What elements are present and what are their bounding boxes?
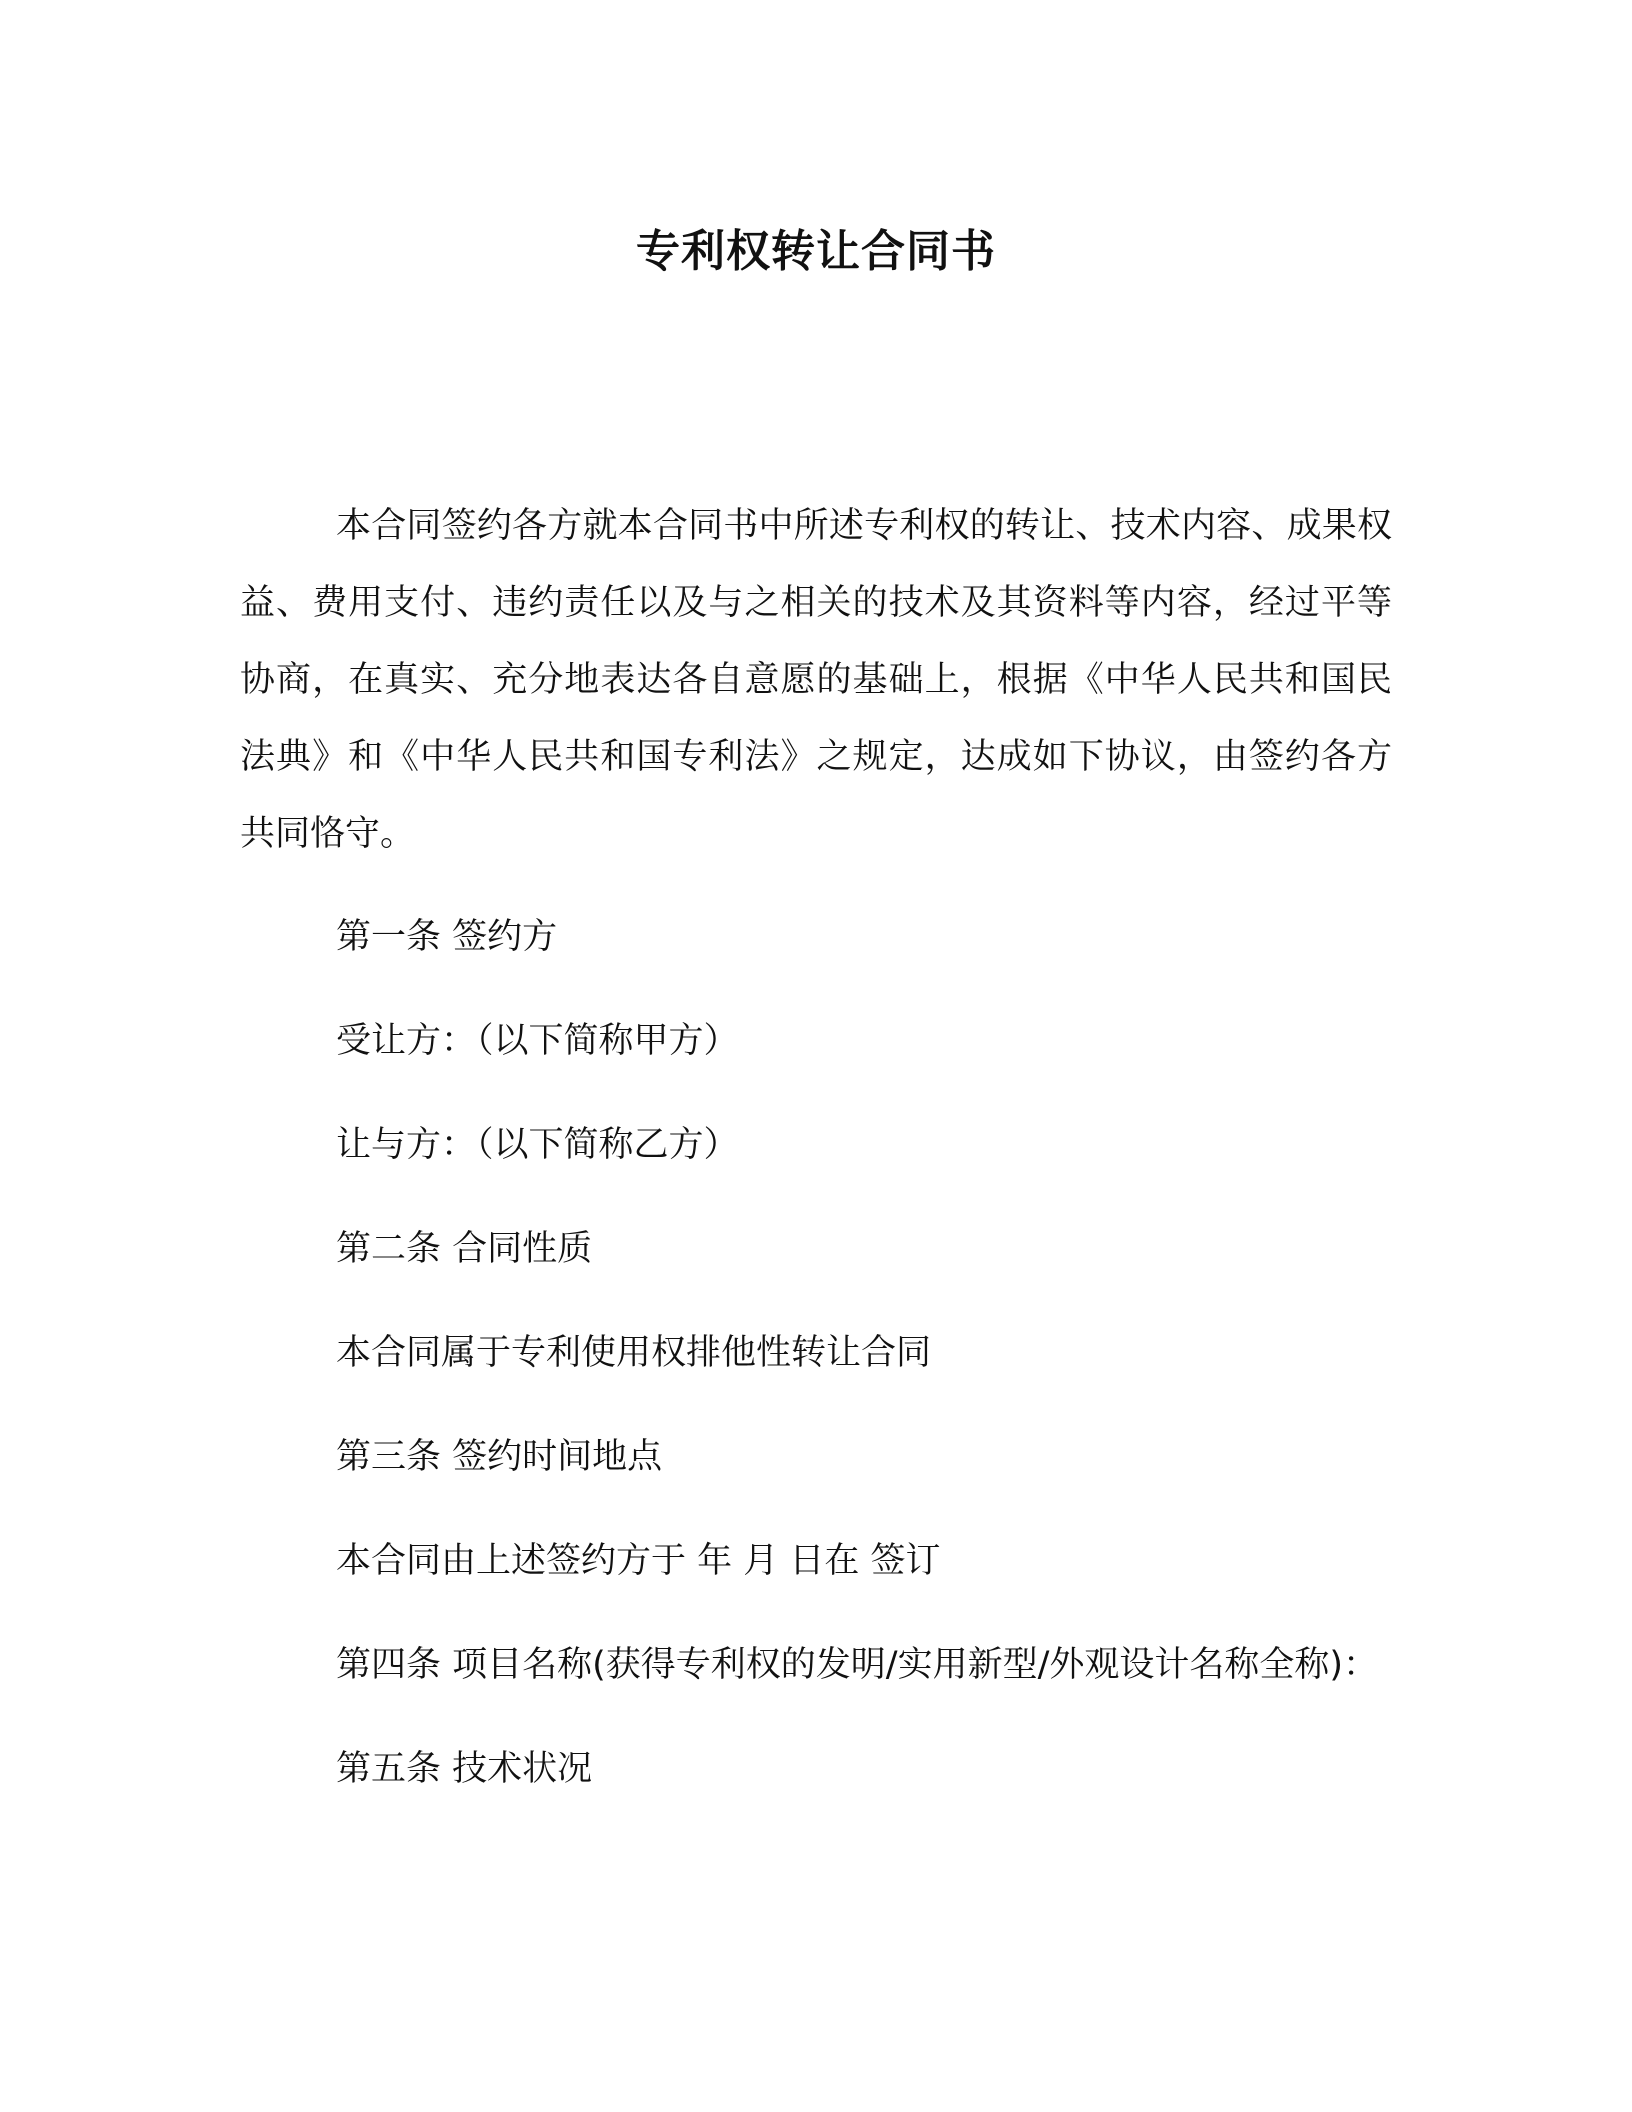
article-4-heading: 第四条 项目名称(获得专利权的发明/实用新型/外观设计名称全称)： bbox=[336, 1645, 1379, 1685]
article-5-heading: 第五条 技术状况 bbox=[336, 1749, 593, 1789]
document-title: 专利权转让合同书 bbox=[636, 226, 996, 277]
article-1-heading: 第一条 签约方 bbox=[336, 917, 558, 957]
party-a-line: 受让方：（以下简称甲方） bbox=[336, 1021, 739, 1061]
article-2-heading: 第二条 合同性质 bbox=[336, 1229, 593, 1269]
party-b-line: 让与方：（以下简称乙方） bbox=[336, 1125, 739, 1165]
contract-nature-text: 本合同属于专利使用权排他性转让合同 bbox=[336, 1333, 932, 1373]
article-3-heading: 第三条 签约时间地点 bbox=[336, 1437, 663, 1477]
intro-paragraph: 本合同签约各方就本合同书中所述专利权的转让、技术内容、成果权益、费用支付、违约责任以及与之相关的技术及其资料等内容，经过平等协商，在真实、充分地表达各自意愿的基础上，根据《中华人民共和国民法典》和《中华人民共和国专利法》之规定，达成如下协议，由签约各方共同恪守。 bbox=[240, 506, 1392, 854]
document-body bbox=[240, 488, 1392, 1835]
signing-time-text: 本合同由上述签约方于 年 月 日在 签订 bbox=[336, 1541, 941, 1581]
